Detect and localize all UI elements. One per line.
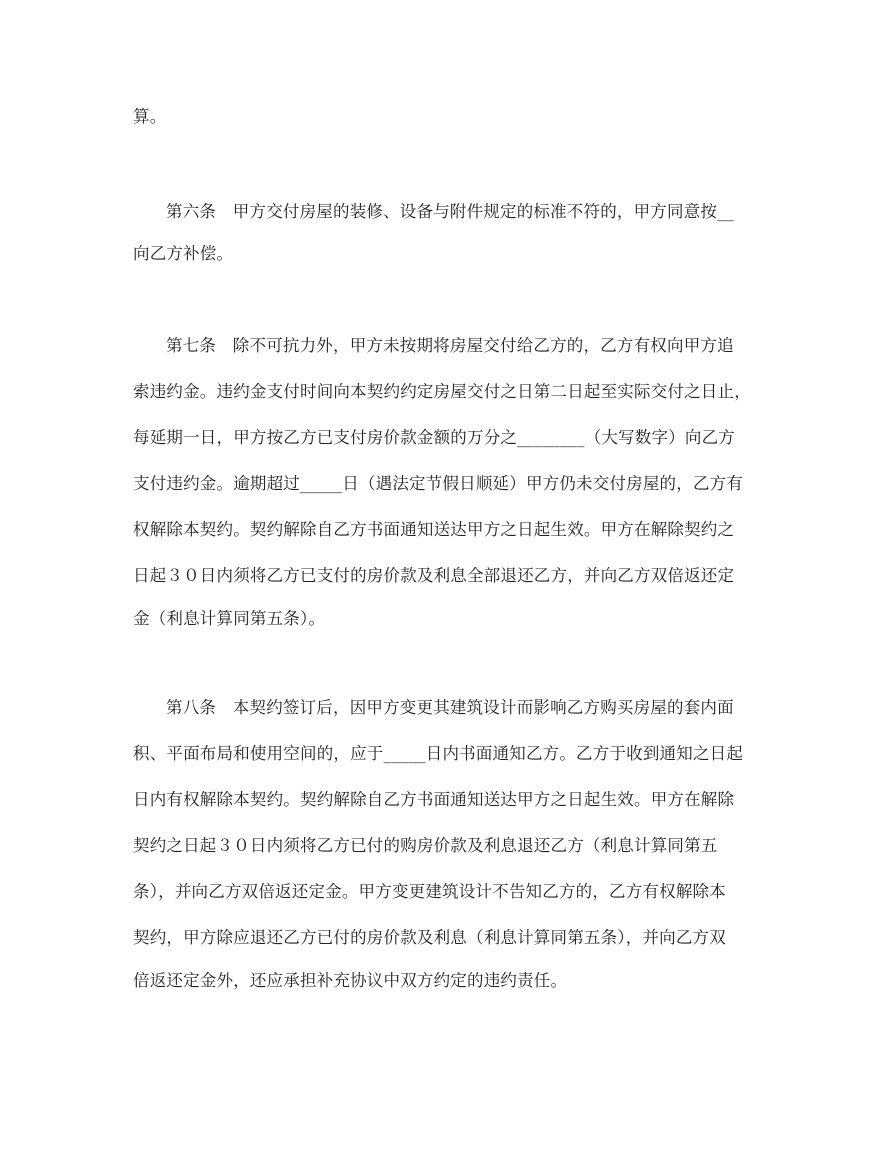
article-7-line-3: 每延期一日，甲方按乙方已支付房价款金额的万分之________（大写数字）向乙方 [133,428,735,447]
article-8-line-1: 第八条 本契约签订后，因甲方变更其建筑设计而影响乙方购买房屋的套内面 [166,698,734,717]
article-8-line-6: 契约，甲方除应退还乙方已付的房价款及利息（利息计算同第五条），并向乙方双 [133,928,726,947]
article-7-line-4: 支付违约金。逾期超过_____日（遇法定节假日顺延）甲方仍未交付房屋的，乙方有 [133,474,744,493]
article-8-line-5: 条），并向乙方双倍返还定金。甲方变更建筑设计不告知乙方的，乙方有权解除本 [133,882,726,901]
article-7-line-2: 索违约金。违约金支付时间向本契约约定房屋交付之日第二日起至实际交付之日止， [133,382,751,401]
text-line-1: 算。 [133,107,167,126]
article-7-line-6: 日起３０日内须将乙方已支付的房价款及利息全部退还乙方，并向乙方双倍返还定 [133,566,735,585]
article-7-line-1: 第七条 除不可抗力外，甲方未按期将房屋交付给乙方的，乙方有权向甲方追 [166,336,734,355]
article-6-line-1: 第六条 甲方交付房屋的装修、设备与附件规定的标准不符的，甲方同意按__ [166,202,734,221]
article-8-line-2: 积、平面布局和使用空间的，应于_____日内书面通知乙方。乙方于收到通知之日起 [133,744,744,763]
article-8-line-4: 契约之日起３０日内须将乙方已付的购房价款及利息退还乙方（利息计算同第五 [133,836,718,855]
article-8-line-3: 日内有权解除本契约。契约解除自乙方书面通知送达甲方之日起生效。甲方在解除 [133,790,735,809]
article-6-line-2: 向乙方补偿。 [133,244,234,263]
article-7-line-5: 权解除本契约。契约解除自乙方书面通知送达甲方之日起生效。甲方在解除契约之 [133,520,735,539]
article-7-line-7: 金（利息计算同第五条）。 [133,609,326,628]
article-8-line-7: 倍返还定金外，还应承担补充协议中双方约定的违约责任。 [133,971,568,990]
